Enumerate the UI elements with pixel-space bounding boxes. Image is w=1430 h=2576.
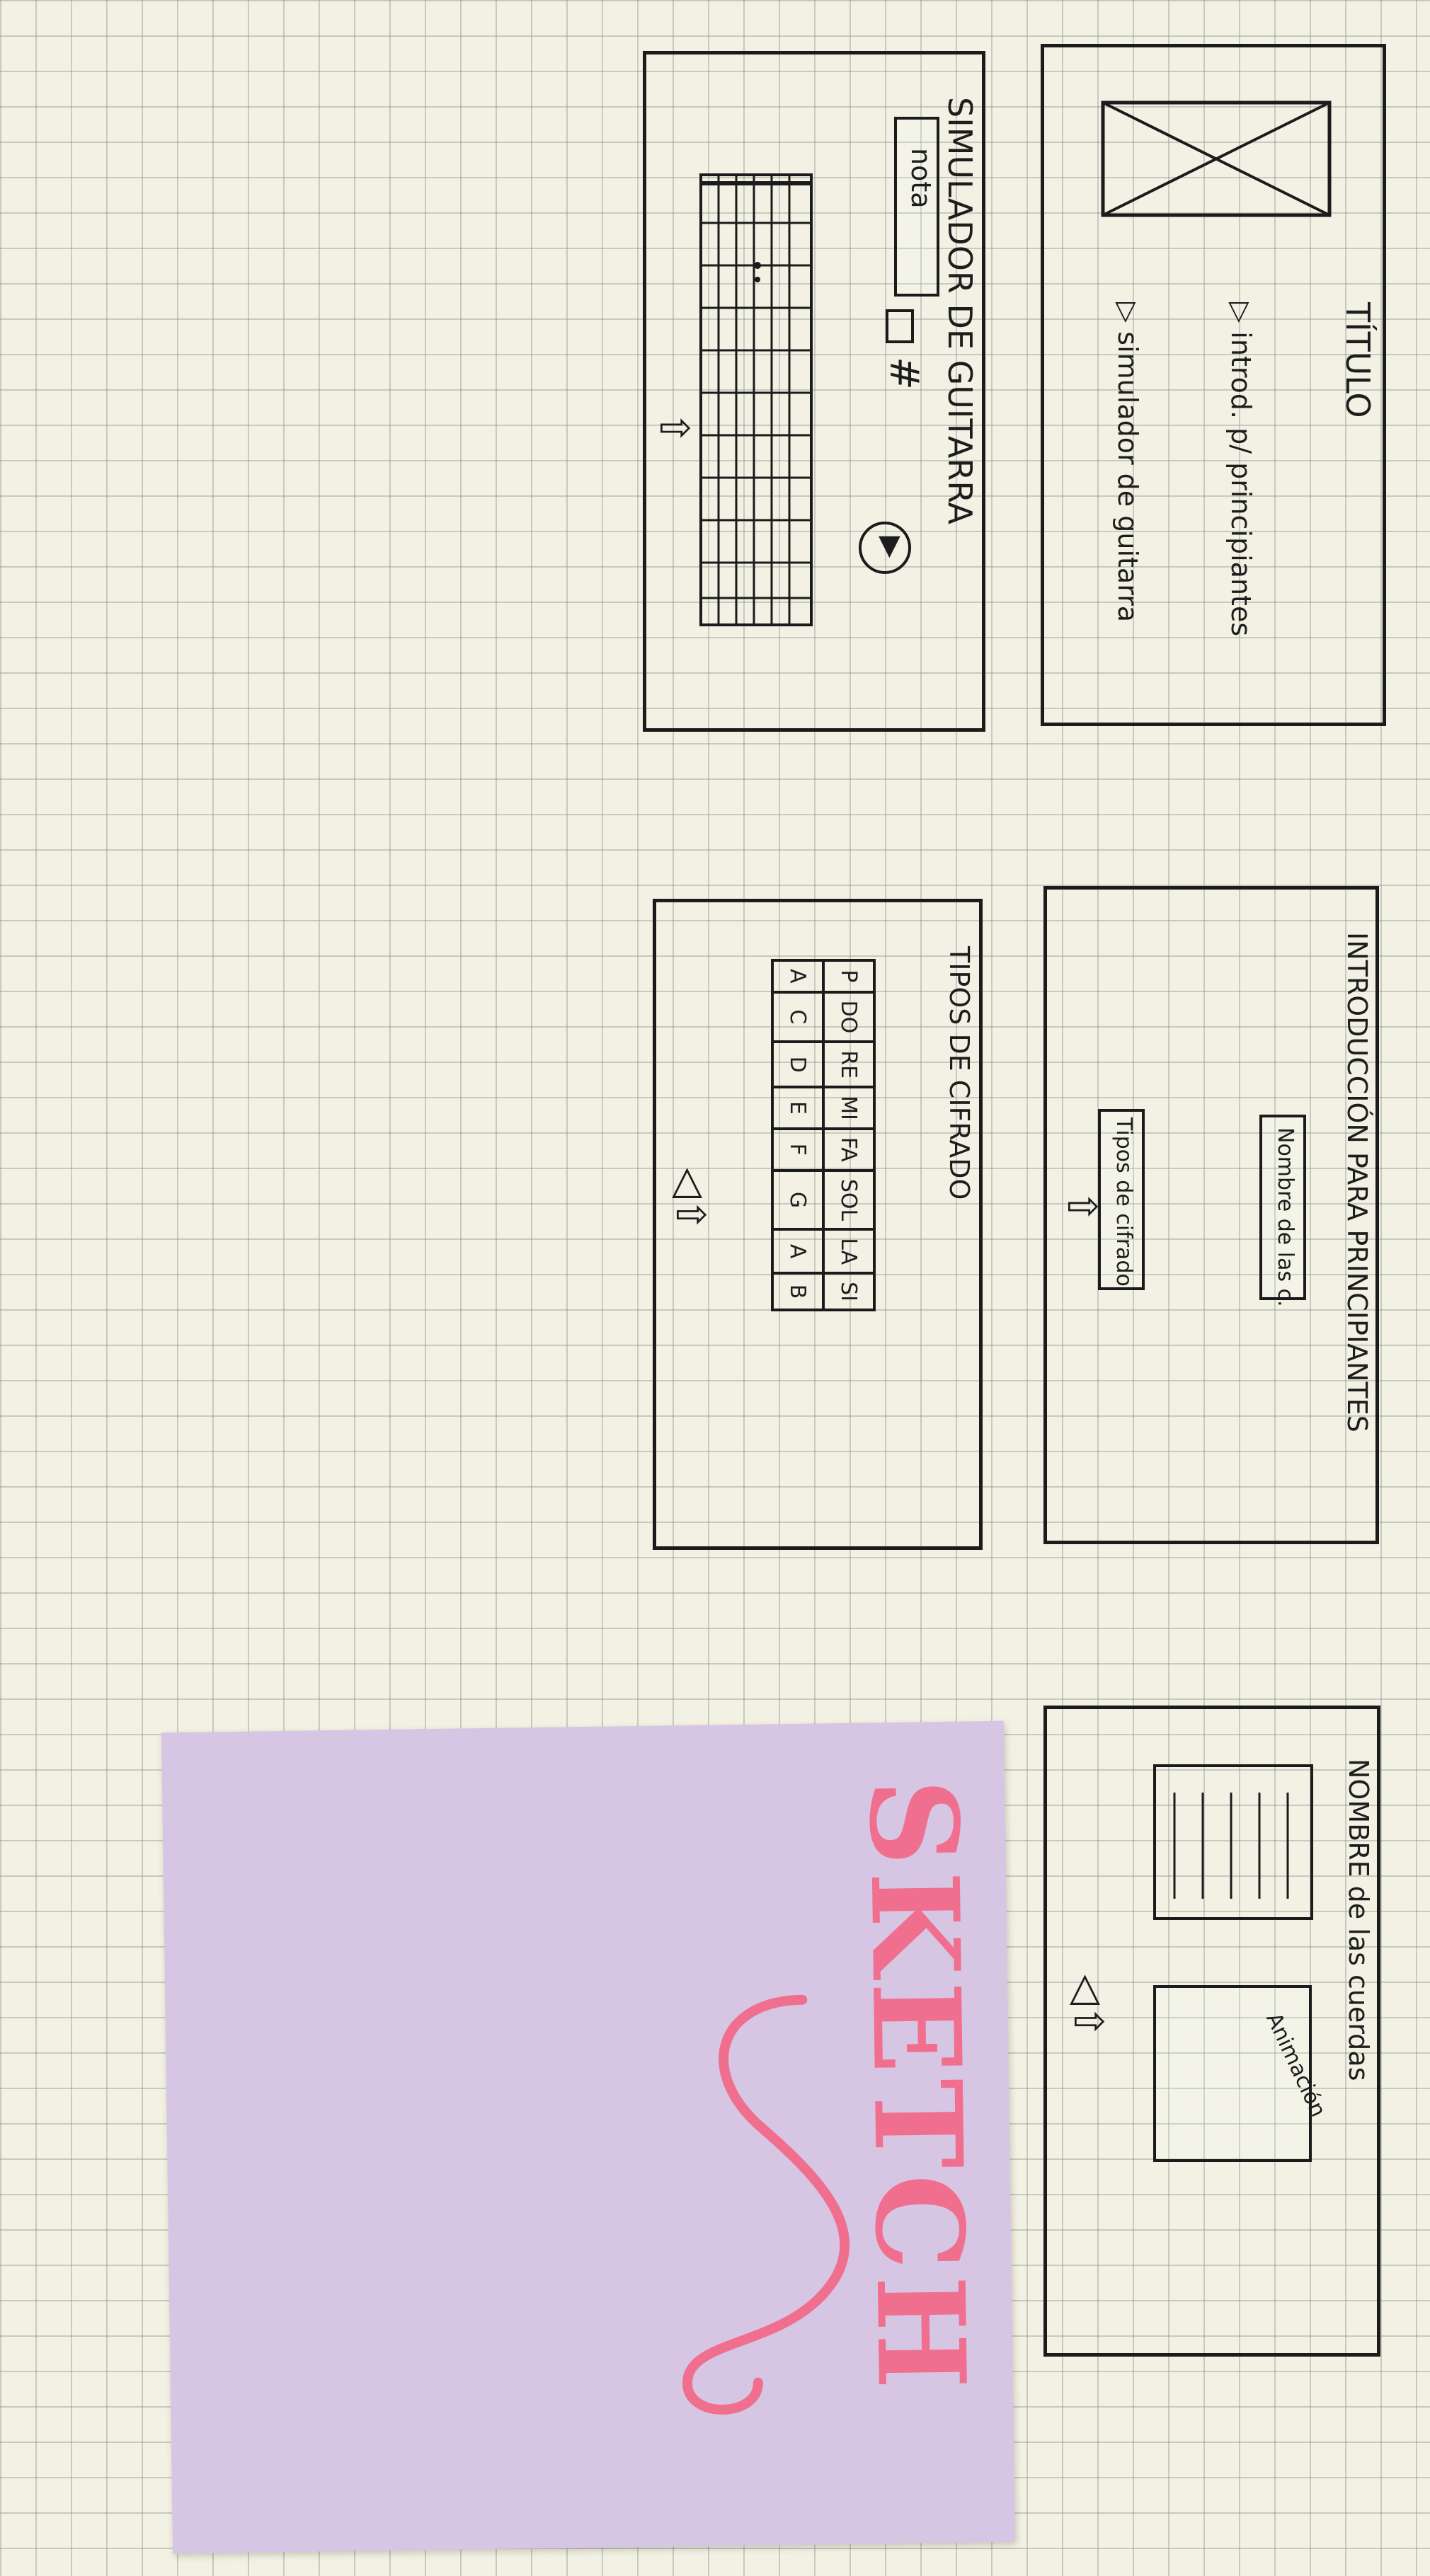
intro-title: INTRODUCCIÓN PARA PRINCIPIANTES: [1342, 932, 1373, 1432]
table-cell: SOL: [823, 1171, 874, 1229]
flat-toggle-box[interactable]: [886, 309, 914, 343]
table-cell: D: [772, 1042, 823, 1087]
strings-screen-frame: [1043, 1706, 1380, 2357]
guitar-fretboard[interactable]: [699, 173, 813, 626]
table-cell: LA: [823, 1229, 874, 1273]
strings-diagram: [1153, 1764, 1313, 1920]
sticky-note: [161, 1721, 1015, 2554]
note-button-label: nota: [905, 148, 937, 209]
back-arrow-icon[interactable]: ⇧: [1058, 1190, 1104, 1224]
sharp-toggle[interactable]: [883, 353, 928, 394]
latin-notes-row: [823, 960, 874, 1310]
table-cell: E: [772, 1087, 823, 1129]
strings-title: NOMBRE de las cuerdas: [1343, 1759, 1374, 2081]
table-cell: A: [772, 960, 823, 992]
table-cell: F: [772, 1129, 823, 1171]
menu-item-intro[interactable]: ▷ introd. p/ principiantes: [1225, 302, 1257, 637]
cifrado-types-button[interactable]: [1098, 1109, 1145, 1290]
home-screen-frame: [1041, 44, 1386, 726]
cifrado-title: TIPOS DE CIFRADO: [944, 946, 975, 1200]
table-cell: G: [772, 1171, 823, 1229]
string-names-button[interactable]: [1259, 1115, 1306, 1307]
play-button[interactable]: [859, 522, 911, 574]
animation-box: [1153, 1985, 1331, 2162]
home-title: TÍTULO: [1339, 302, 1377, 418]
sketch-text: SKETCH: [841, 1778, 993, 2396]
back-arrow-icon[interactable]: ◁⇧: [667, 1168, 713, 1231]
cifrado-screen-frame: [653, 899, 983, 1550]
note-button[interactable]: [894, 117, 939, 297]
animation-label: Animación: [1261, 2009, 1331, 2121]
string-names-button-label: Nombre de las c.: [1273, 1127, 1298, 1307]
table-cell: C: [772, 992, 823, 1042]
table-cell: A: [772, 1229, 823, 1273]
sharp-icon: #: [881, 357, 927, 390]
menu-item-simulator[interactable]: ▷ simulador de guitarra: [1112, 302, 1143, 623]
swirl-decoration: [590, 1984, 900, 2427]
cifrado-table: [771, 959, 876, 1311]
simulator-screen-frame: [643, 51, 985, 732]
table-cell: P: [823, 960, 874, 992]
table-cell: DO: [823, 992, 874, 1042]
cifrado-types-button-label: Tipos de cifrado: [1111, 1117, 1136, 1287]
table-cell: RE: [823, 1042, 874, 1087]
image-placeholder: [1101, 100, 1332, 217]
back-arrow-icon[interactable]: ⇧: [651, 411, 697, 445]
play-icon: ▶: [875, 536, 908, 558]
table-cell: MI: [823, 1087, 874, 1129]
intro-screen-frame: [1043, 886, 1379, 1544]
table-cell: SI: [823, 1273, 874, 1310]
table-cell: FA: [823, 1129, 874, 1171]
table-cell: B: [772, 1273, 823, 1310]
simulator-title: SIMULADOR DE GUITARRA: [941, 97, 979, 524]
back-arrow-icon[interactable]: ◁⇧: [1065, 1974, 1111, 2038]
american-notes-row: [772, 960, 823, 1310]
